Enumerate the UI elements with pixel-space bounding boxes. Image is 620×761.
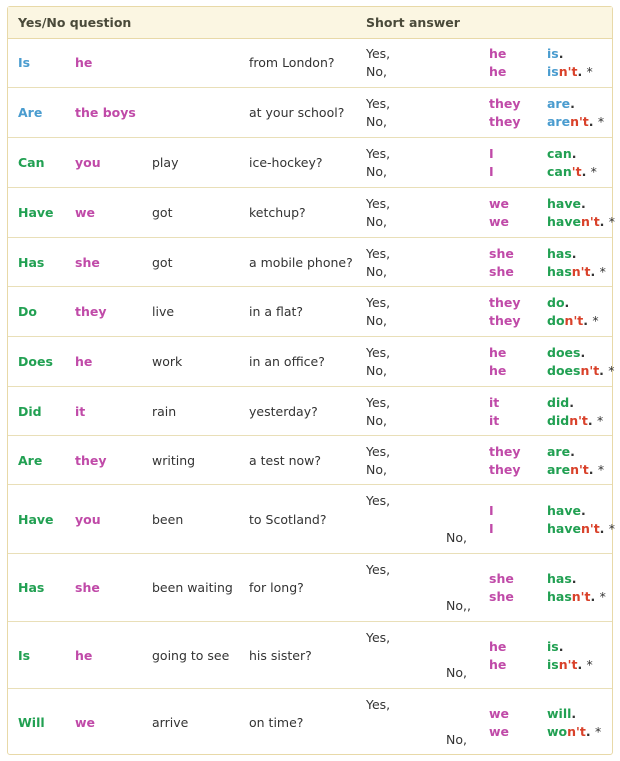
footnote-star: * [590, 164, 597, 179]
answer-pronoun-no: he [489, 64, 507, 79]
table-row [8, 689, 612, 756]
question-column-header: Yes/No question [18, 15, 132, 30]
answer-pronoun-no: he [489, 656, 507, 672]
negation-suffix: n't [570, 461, 589, 477]
answer-pronoun-yes: he [489, 638, 507, 654]
negative-answer-verb: has [547, 589, 572, 604]
footnote-star: * [594, 723, 602, 739]
auxiliary-verb: Have [18, 511, 54, 527]
positive-short-answer [547, 146, 577, 161]
positive-answer-verb: do [547, 295, 565, 310]
table-row [8, 287, 612, 337]
period: . [569, 394, 574, 410]
negative-answer-verb: have [547, 214, 581, 229]
table-row [8, 436, 612, 485]
positive-short-answer [547, 196, 586, 211]
negative-answer-verb: does [547, 363, 581, 378]
positive-answer-verb: have [547, 196, 581, 211]
negation-suffix: n't [558, 656, 578, 672]
rest-of-question: his sister? [249, 647, 312, 663]
rest-of-question: a test now? [249, 452, 322, 468]
answer-pronoun-no: they [489, 114, 521, 129]
negative-answer-verb: do [547, 313, 565, 328]
yes-label: Yes, [366, 196, 391, 211]
period: . [571, 571, 577, 586]
period: . [583, 313, 593, 328]
no-label: No, [366, 313, 387, 328]
answer-pronoun-yes: they [489, 96, 521, 111]
footnote-star: * [597, 114, 605, 129]
negation-suffix: n't [569, 412, 588, 428]
period: . [571, 146, 577, 161]
auxiliary-verb: Are [18, 105, 43, 120]
negative-answer-verb: are [547, 461, 571, 477]
subject: he [75, 354, 93, 369]
negative-short-answer [547, 114, 604, 129]
auxiliary-verb: Did [18, 403, 42, 419]
period: . [577, 64, 587, 79]
answer-pronoun-yes: they [489, 443, 521, 459]
footnote-star: * [592, 313, 599, 328]
subject: he [75, 55, 93, 70]
auxiliary-verb: Has [18, 254, 45, 270]
period: . [587, 412, 597, 428]
no-label: No, [366, 164, 387, 179]
negation-suffix: n't [571, 263, 591, 279]
negative-short-answer [547, 589, 606, 604]
negative-answer-verb: have [547, 520, 581, 536]
footnote-star: * [597, 412, 604, 428]
answer-pronoun-no: she [489, 589, 514, 604]
no-label: No, [446, 530, 467, 545]
footnote-star: * [599, 263, 606, 279]
negation-suffix: n't [571, 589, 591, 604]
period: . [580, 196, 586, 211]
main-verb: writing [152, 452, 196, 468]
auxiliary-verb: Are [18, 452, 43, 468]
negative-short-answer [547, 64, 593, 79]
table-row [8, 485, 616, 554]
no-label: No, [446, 665, 467, 680]
subject: she [75, 580, 100, 595]
positive-short-answer [547, 246, 577, 261]
table-header [8, 7, 612, 39]
main-verb: got [152, 205, 173, 220]
answer-pronoun-no: I [489, 164, 494, 179]
period: . [580, 502, 586, 518]
period: . [570, 96, 575, 111]
negative-short-answer [547, 363, 615, 378]
negative-answer-verb: can [547, 164, 572, 179]
footnote-star: * [599, 589, 606, 604]
period: . [580, 345, 586, 360]
auxiliary-verb: Have [18, 205, 54, 220]
rest-of-question: in a flat? [249, 304, 304, 319]
answer-column-header: Short answer [366, 15, 460, 30]
negation-suffix: n't [567, 723, 586, 739]
no-label: No, [366, 64, 387, 79]
no-label: No, [366, 461, 387, 477]
auxiliary-verb: Does [18, 354, 53, 369]
table-row [8, 337, 615, 387]
period: . [590, 589, 600, 604]
negative-short-answer [547, 164, 597, 179]
positive-answer-verb: can [547, 146, 572, 161]
yes-label: Yes, [366, 146, 391, 161]
positive-short-answer [547, 503, 586, 518]
negation-suffix: 't [571, 164, 582, 179]
answer-pronoun-yes: he [489, 46, 507, 61]
answer-pronoun-yes: it [489, 394, 500, 410]
main-verb: arrive [152, 714, 189, 730]
footnote-star: * [608, 214, 616, 229]
positive-answer-verb: did [547, 394, 570, 410]
footnote-star: * [597, 461, 605, 477]
period: . [558, 638, 564, 654]
negative-answer-verb: has [547, 263, 572, 279]
positive-answer-verb: are [547, 443, 571, 459]
period: . [570, 443, 575, 459]
subject: he [75, 647, 93, 663]
positive-short-answer [547, 444, 575, 459]
subject: we [75, 714, 96, 730]
rest-of-question: a mobile phone? [249, 254, 353, 270]
rest-of-question: to Scotland? [249, 511, 327, 527]
negative-answer-verb: are [547, 114, 571, 129]
answer-pronoun-no: they [489, 313, 521, 328]
yes-label: Yes, [366, 443, 391, 459]
no-label: No, [446, 732, 467, 747]
answer-pronoun-no: she [489, 263, 514, 279]
rest-of-question: ice-hockey? [249, 155, 323, 170]
positive-short-answer [547, 96, 575, 111]
rest-of-question: for long? [249, 580, 304, 595]
positive-answer-verb: is [547, 638, 559, 654]
negative-short-answer [547, 657, 593, 672]
rest-of-question: in an office? [249, 354, 325, 369]
main-verb: going to see [152, 647, 230, 663]
main-verb: live [152, 304, 175, 319]
answer-pronoun-no: they [489, 461, 521, 477]
table-row [8, 88, 612, 138]
no-label: No, [366, 114, 387, 129]
auxiliary-verb: Has [18, 580, 45, 595]
negation-suffix: n't [580, 520, 600, 536]
subject: they [75, 304, 107, 319]
period: . [585, 723, 595, 739]
no-label: No, [366, 214, 387, 229]
negative-short-answer [547, 313, 599, 328]
table-row [8, 554, 612, 622]
negative-short-answer [547, 724, 601, 739]
no-label: No, [366, 363, 387, 378]
subject: we [75, 205, 96, 220]
answer-pronoun-no: he [489, 363, 507, 378]
negation-suffix: n't [558, 64, 578, 79]
negative-answer-verb: wo [547, 723, 568, 739]
yes-label: Yes, [366, 295, 391, 310]
answer-pronoun-yes: I [489, 502, 494, 518]
negation-suffix: n't [580, 363, 600, 378]
positive-short-answer [547, 395, 574, 410]
period: . [599, 214, 609, 229]
positive-answer-verb: does [547, 345, 581, 360]
rest-of-question: at your school? [249, 105, 345, 120]
positive-answer-verb: has [547, 245, 572, 261]
rest-of-question: on time? [249, 714, 304, 730]
yes-label: Yes, [366, 245, 391, 261]
footnote-star: * [608, 363, 615, 378]
answer-pronoun-yes: I [489, 146, 494, 161]
negative-short-answer [547, 214, 615, 229]
rest-of-question: yesterday? [249, 403, 318, 419]
positive-answer-verb: has [547, 571, 572, 586]
positive-answer-verb: is [547, 46, 559, 61]
rest-of-question: from London? [249, 55, 335, 70]
negative-short-answer [547, 413, 603, 428]
subject: they [75, 452, 107, 468]
answer-pronoun-yes: he [489, 345, 507, 360]
negative-short-answer [547, 521, 615, 536]
grammar-table [7, 6, 616, 755]
negation-suffix: n't [580, 214, 600, 229]
table-row [8, 387, 612, 436]
positive-short-answer [547, 46, 563, 61]
period: . [599, 363, 609, 378]
negative-short-answer [547, 264, 606, 279]
table-row [8, 188, 616, 238]
auxiliary-verb: Will [18, 714, 45, 730]
answer-pronoun-no: we [489, 723, 510, 739]
table-row [8, 38, 612, 88]
rest-of-question: ketchup? [249, 205, 306, 220]
period: . [581, 164, 591, 179]
positive-short-answer [547, 295, 569, 310]
period: . [599, 520, 609, 536]
main-verb: rain [152, 403, 177, 419]
negative-answer-verb: is [547, 64, 559, 79]
period: . [571, 705, 577, 721]
period: . [571, 245, 577, 261]
main-verb: been waiting [152, 580, 233, 595]
auxiliary-verb: Is [18, 55, 31, 70]
answer-pronoun-no: it [489, 412, 500, 428]
yes-label: Yes, [366, 46, 391, 61]
yes-label: Yes, [366, 96, 391, 111]
footnote-star: * [586, 64, 593, 79]
yes-label: Yes, [366, 630, 391, 645]
positive-answer-verb: will [547, 705, 572, 721]
answer-pronoun-no: I [489, 520, 494, 536]
positive-short-answer [547, 345, 585, 360]
answer-pronoun-yes: they [489, 295, 521, 310]
negation-suffix: n't [564, 313, 584, 328]
table-row [8, 138, 612, 188]
yes-label: Yes, [366, 697, 391, 712]
positive-answer-verb: are [547, 96, 571, 111]
yes-label: Yes, [366, 345, 391, 360]
answer-pronoun-yes: she [489, 245, 514, 261]
answer-pronoun-yes: we [489, 705, 510, 721]
yes-label: Yes, [366, 562, 391, 577]
subject: it [75, 403, 86, 419]
period: . [588, 114, 598, 129]
auxiliary-verb: Can [18, 155, 45, 170]
negation-suffix: n't [570, 114, 589, 129]
answer-pronoun-no: we [489, 214, 510, 229]
period: . [564, 295, 570, 310]
main-verb: work [152, 354, 183, 369]
yes-label: Yes, [366, 493, 391, 508]
period: . [577, 656, 587, 672]
main-verb: got [152, 254, 173, 270]
answer-pronoun-yes: she [489, 571, 514, 586]
no-label: No,, [446, 598, 471, 613]
footnote-star: * [608, 520, 616, 536]
auxiliary-verb: Do [18, 304, 37, 319]
table-row [8, 238, 612, 287]
main-verb: play [152, 155, 179, 170]
yes-label: Yes, [366, 394, 391, 410]
no-label: No, [366, 263, 387, 279]
positive-short-answer [547, 639, 563, 654]
period: . [588, 461, 598, 477]
table-row [8, 622, 612, 689]
answer-pronoun-yes: we [489, 196, 510, 211]
positive-answer-verb: have [547, 502, 581, 518]
period: . [558, 46, 564, 61]
negative-answer-verb: did [547, 412, 570, 428]
no-label: No, [366, 412, 387, 428]
subject: you [75, 155, 101, 170]
positive-short-answer [547, 571, 577, 586]
subject: the boys [75, 105, 136, 120]
negative-answer-verb: is [547, 656, 559, 672]
negative-short-answer [547, 462, 604, 477]
subject: she [75, 254, 100, 270]
auxiliary-verb: Is [18, 647, 31, 663]
subject: you [75, 511, 101, 527]
footnote-star: * [586, 656, 593, 672]
positive-short-answer [547, 706, 576, 721]
period: . [590, 263, 600, 279]
main-verb: been [152, 511, 184, 527]
